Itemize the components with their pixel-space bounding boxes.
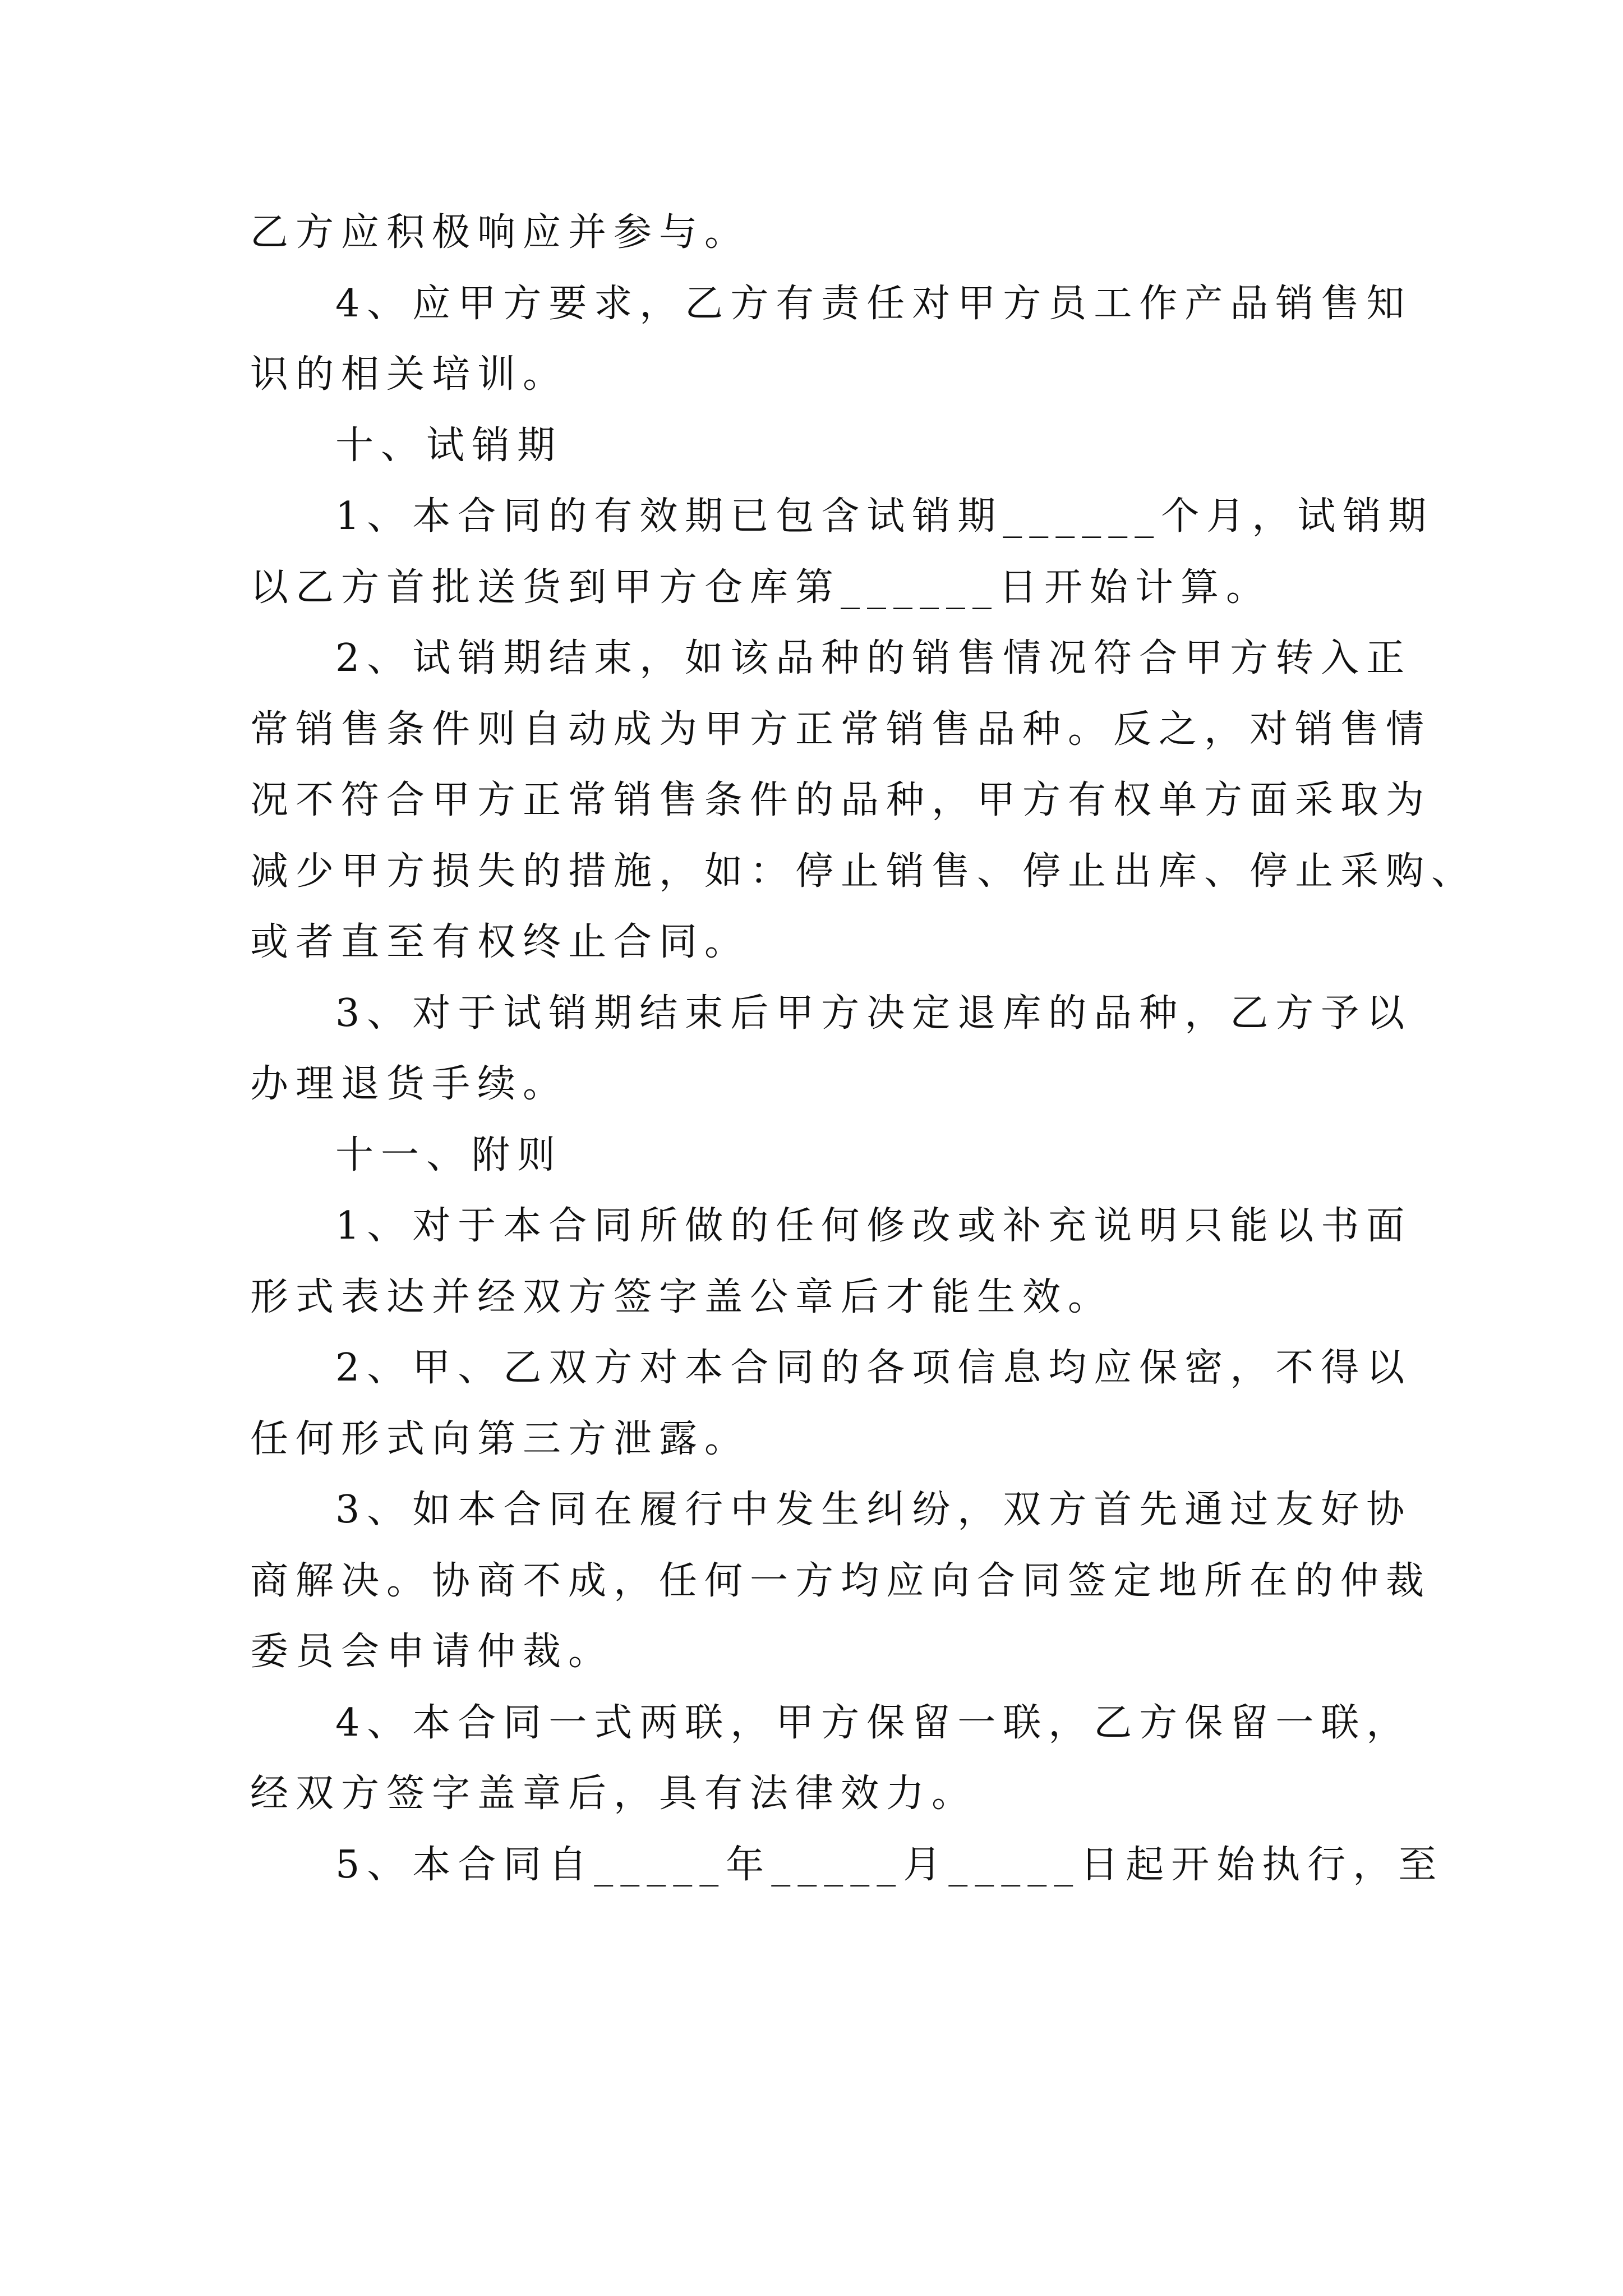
- text-line: 3、对于试销期结束后甲方决定退库的品种，乙方予以: [335, 991, 1412, 1036]
- text-line: 形式表达并经双方签字盖公章后才能生效。: [250, 1274, 1114, 1319]
- text-line: 任何形式向第三方泄露。: [250, 1416, 750, 1461]
- text-line: 况不符合甲方正常销售条件的品种，甲方有权单方面采取为: [250, 778, 1432, 822]
- text-line: 5、本合同自_____年_____月_____日起开始执行，至: [335, 1842, 1444, 1887]
- text-line: 乙方应积极响应并参与。: [250, 210, 750, 255]
- text-line: 办理退货手续。: [250, 1062, 569, 1106]
- text-line: 4、应甲方要求，乙方有责任对甲方员工作产品销售知: [335, 281, 1412, 326]
- text-line: 1、对于本合同所做的任何修改或补充说明只能以书面: [335, 1204, 1412, 1248]
- text-line: 常销售条件则自动成为甲方正常销售品种。反之，对销售情: [250, 707, 1432, 752]
- text-line: 或者直至有权终止合同。: [250, 920, 750, 964]
- text-line: 商解决。协商不成，任何一方均应向合同签定地所在的仲裁: [250, 1558, 1432, 1603]
- text-line: 3、如本合同在履行中发生纠纷，双方首先通过友好协: [335, 1488, 1412, 1532]
- section-heading: 十、试销期: [335, 423, 563, 468]
- text-line: 以乙方首批送货到甲方仓库第______日开始计算。: [250, 565, 1272, 610]
- text-line: 1、本合同的有效期已包含试销期______个月，试销期: [335, 494, 1434, 539]
- text-line: 减少甲方损失的措施，如：停止销售、停止出库、停止采购、: [250, 849, 1477, 894]
- text-line: 经双方签字盖章后，具有法律效力。: [250, 1772, 978, 1816]
- section-heading: 十一、附则: [335, 1133, 563, 1177]
- text-line: 委员会申请仲裁。: [250, 1630, 614, 1674]
- text-line: 识的相关培训。: [250, 352, 569, 397]
- document-body: [250, 197, 1477, 1901]
- text-line: 2、试销期结束，如该品种的销售情况符合甲方转入正: [335, 636, 1412, 680]
- text-line: 2、甲、乙双方对本合同的各项信息均应保密，不得以: [335, 1346, 1412, 1390]
- text-line: 4、本合同一式两联，甲方保留一联，乙方保留一联，: [335, 1700, 1412, 1745]
